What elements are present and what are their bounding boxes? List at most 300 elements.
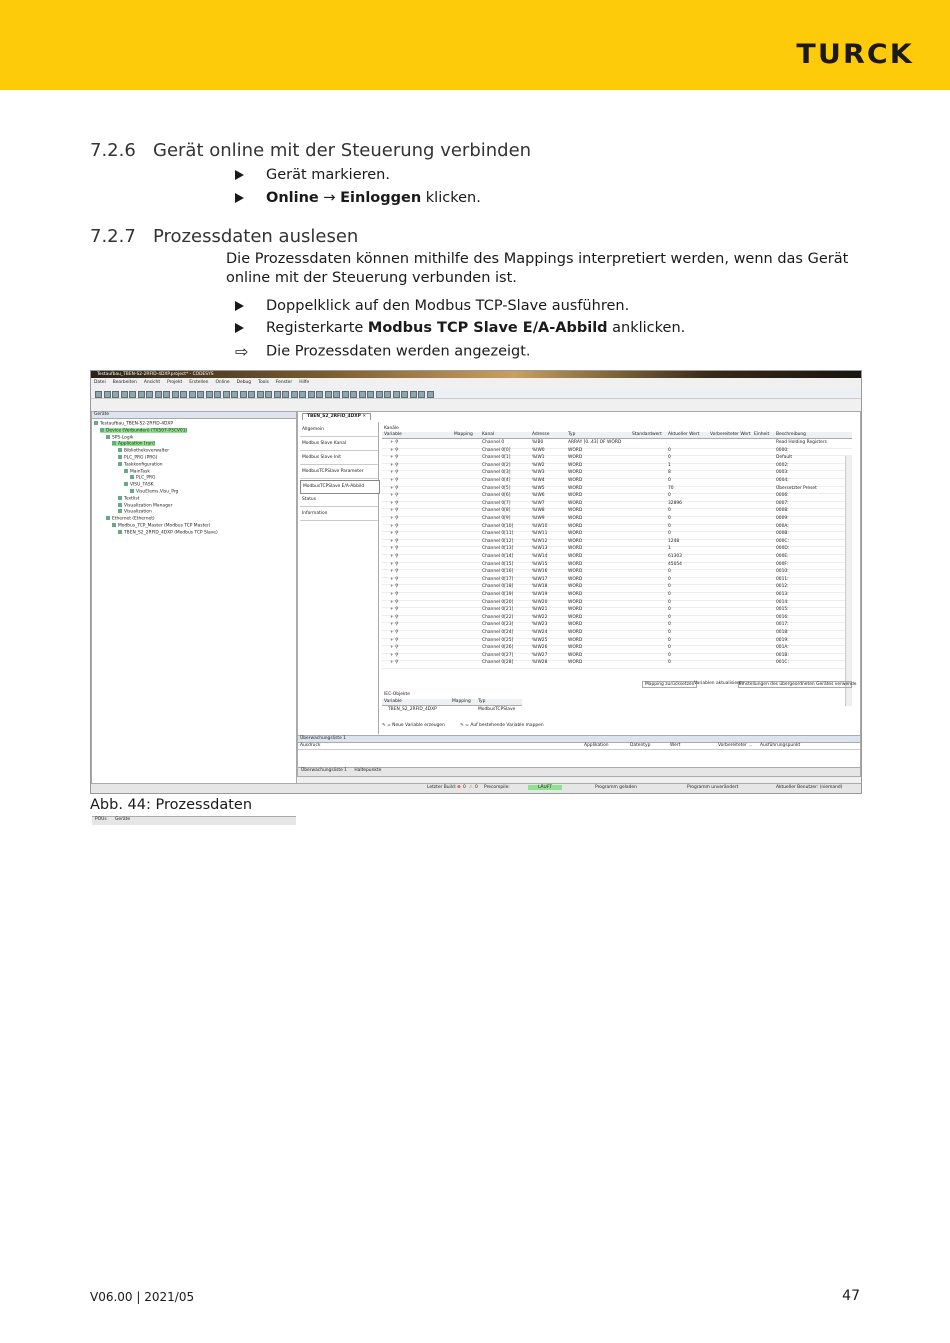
program-unchanged-status: Programm unverändert [687, 785, 739, 790]
devices-pane-header: Geräte [92, 412, 296, 419]
toolbar-button-icon[interactable] [291, 391, 298, 398]
grid-column-header[interactable]: Standardwert [632, 432, 662, 437]
cell-type: WORD [568, 500, 583, 506]
cell-type: WORD [568, 546, 583, 552]
cell-type: WORD [568, 554, 583, 559]
toolbar-button-icon[interactable] [350, 391, 357, 398]
cell-address: %IW4 [532, 478, 545, 483]
tree-node-icon [118, 462, 122, 466]
cell-channel: Channel 0[0] [482, 447, 511, 453]
watch-column-header[interactable]: Wert [670, 743, 681, 748]
mapping-controls [382, 680, 857, 688]
legend-new-label: = Neue Variable erzeugen [387, 723, 445, 728]
cell-type: WORD [568, 584, 583, 590]
cell-current-value: 45054 [668, 561, 682, 567]
tree-item[interactable] [130, 475, 155, 480]
tree-item[interactable] [118, 503, 172, 508]
toolbar-button-icon[interactable] [172, 391, 179, 398]
iec-row[interactable] [382, 707, 522, 713]
toolbar-button-icon[interactable] [316, 391, 323, 398]
cell-description: 0012: [776, 584, 789, 590]
toolbar-button-icon[interactable] [333, 391, 340, 398]
cell-type: WORD [568, 614, 583, 620]
cell-description: 000A: [776, 523, 789, 529]
update-vars-label: Variablen aktualisieren [694, 681, 745, 686]
cell-address: %IW24 [532, 630, 548, 635]
cell-channel: Channel 0[8] [482, 508, 511, 514]
tree-item[interactable] [118, 530, 218, 535]
cell-description: 000E: [776, 554, 789, 559]
tree-item[interactable] [112, 523, 211, 528]
tree-node-icon [112, 441, 116, 445]
cell-description: 0000: [776, 447, 789, 453]
cell-current-value: 0 [668, 569, 671, 575]
tree-node-icon [118, 448, 122, 452]
toolbar-button-icon[interactable] [342, 391, 349, 398]
cell-type: WORD [568, 455, 583, 461]
cell-current-value: 0 [668, 637, 671, 643]
cell-type: WORD [568, 607, 583, 613]
expand-variable-icon: + ⚲ [390, 652, 399, 658]
window-titlebar: Testaufbau_TBEN-S2-2RFID-4DXP.project* - CODESYS [91, 371, 861, 378]
tree-node-icon [100, 428, 104, 432]
grid-column-header[interactable]: Einheit [754, 432, 770, 437]
run-state-badge: LÄUFT [528, 785, 562, 790]
tab-breakpoints[interactable]: Haltepunkte [354, 768, 382, 773]
tab-devices[interactable]: Geräte [115, 817, 131, 822]
mapping-reset-button[interactable]: Mapping zurücksetzen [642, 681, 697, 688]
cell-address: %IW16 [532, 569, 548, 575]
tree-item[interactable] [100, 428, 187, 433]
grid-column-header[interactable]: Beschreibung [776, 432, 806, 437]
cell-current-value: 70 [668, 485, 674, 491]
cell-channel: Channel 0[24] [482, 630, 514, 635]
grid-column-header[interactable]: Vorbereiteter Wert [710, 432, 751, 437]
step-item: Online → Einloggen klicken. [235, 190, 481, 206]
cell-current-value: 0 [668, 592, 671, 597]
toolbar-button-icon[interactable] [393, 391, 400, 398]
expand-variable-icon: + ⚲ [390, 440, 399, 445]
tree-item-label: PLC_PRG (PRG) [124, 455, 158, 461]
cell-type: WORD [568, 645, 583, 651]
existing-variable-icon: ✎ [460, 723, 464, 728]
tree-item[interactable] [94, 421, 173, 426]
cell-type: WORD [568, 538, 583, 544]
grid-column-header[interactable]: Typ [568, 432, 576, 437]
cell-current-value: 0 [668, 645, 671, 651]
section-number: 7.2.6 [90, 140, 136, 161]
cell-type: WORD [568, 630, 583, 635]
tree-node-icon [106, 435, 110, 439]
expand-variable-icon: + ⚲ [390, 478, 399, 483]
cell-current-value: 0 [668, 599, 671, 605]
cell-description: 0013: [776, 592, 789, 597]
body-paragraph: Die Prozessdaten können mithilfe des Mappings interpretiert werden, wenn das Gerät online mit der Steuerung verbunden ist. [226, 251, 849, 286]
expand-variable-icon: + ⚲ [390, 508, 399, 514]
toolbar-button-icon[interactable] [231, 391, 238, 398]
cell-address: %IW9 [532, 516, 545, 521]
last-build-label: Letzter Build: [427, 785, 457, 790]
toolbar-button-icon[interactable] [308, 391, 315, 398]
expand-variable-icon: + ⚲ [390, 637, 399, 643]
left-pane-tabs [92, 816, 296, 825]
cell-channel: Channel 0[26] [482, 645, 514, 651]
tree-node-icon [130, 489, 134, 493]
cell-address: %IW11 [532, 531, 548, 537]
watch-columns [298, 743, 860, 750]
toolbar-button-icon[interactable] [180, 391, 187, 398]
cell-current-value: 0 [668, 455, 671, 461]
tree-item[interactable] [124, 469, 150, 474]
menu-item[interactable]: Projekt [167, 380, 183, 385]
cell-description: 0002: [776, 462, 789, 468]
cell-description: 0015: [776, 607, 789, 613]
turck-logo: TURCK [796, 39, 914, 70]
cell-type: WORD [568, 637, 583, 643]
grid-column-header[interactable]: Aktueller Wert [668, 432, 700, 437]
cell-channel: Channel 0[5] [482, 485, 511, 491]
cell-address: %IW10 [532, 523, 548, 529]
tree-item-label: Device (Verbunden) (TX507-P3CV01) [106, 428, 188, 434]
expand-variable-icon: + ⚲ [390, 493, 399, 499]
tree-item[interactable] [118, 455, 157, 460]
cell-address: %IW14 [532, 554, 548, 559]
watch-column-header[interactable]: Applikation [584, 743, 609, 748]
cell-type: WORD [568, 447, 583, 453]
watch-column-header[interactable]: Ausführungspunkt [760, 743, 801, 748]
side-tab[interactable]: Information [300, 508, 378, 521]
cell-channel: Channel 0[6] [482, 493, 511, 499]
menu-item[interactable]: Datei [94, 380, 106, 385]
cell-channel: Channel 0[1] [482, 455, 511, 461]
cell-description: 0006: [776, 493, 789, 499]
tree-item-label: Textlist [124, 496, 140, 502]
cell-type: WORD [568, 508, 583, 514]
program-loaded-status: Programm geladen [595, 785, 637, 790]
expand-variable-icon: + ⚲ [390, 500, 399, 506]
cell-description: 000D: [776, 546, 790, 552]
expand-variable-icon: + ⚲ [390, 576, 399, 582]
tree-node-icon [94, 421, 98, 425]
cell-channel: Channel 0[22] [482, 614, 514, 620]
expand-variable-icon: + ⚲ [390, 569, 399, 575]
warning-icon: ⚠ [469, 785, 473, 790]
cell-address: %IW18 [532, 584, 548, 590]
tree-item[interactable] [118, 509, 152, 514]
iec-col-header: Mapping [452, 699, 471, 704]
editor-tab[interactable]: TBEN_S2_2RFID_4DXP ✕ [302, 413, 371, 420]
cell-current-value: 0 [668, 630, 671, 635]
cell-channel: Channel 0[14] [482, 554, 514, 559]
watch-column-header[interactable]: Vorbereiteter ... [718, 743, 753, 748]
cell-type: WORD [568, 516, 583, 521]
tree-item[interactable] [112, 441, 155, 446]
cell-current-value: 0 [668, 607, 671, 613]
cell-description: 0011: [776, 576, 789, 582]
cell-address: %IW27 [532, 652, 548, 658]
cell-channel: Channel 0[15] [482, 561, 514, 567]
tree-item-label: Taskkonfiguration [124, 462, 163, 468]
toolbar-button-icon[interactable] [265, 391, 272, 398]
menu-item[interactable]: Erstellen [189, 380, 209, 385]
toolbar-button-icon[interactable] [223, 391, 230, 398]
tree-item-label: Ethernet (Ethernet) [112, 516, 155, 522]
tree-item-label: MainTask [130, 469, 150, 475]
toolbar-button-icon[interactable] [129, 391, 136, 398]
expand-variable-icon: + ⚲ [390, 584, 399, 590]
iec-col-header: Variable [384, 699, 402, 704]
toolbar-button-icon[interactable] [410, 391, 417, 398]
toolbar-button-icon[interactable] [155, 391, 162, 398]
cell-channel: Channel 0[28] [482, 660, 514, 666]
tree-item[interactable] [118, 448, 169, 453]
cell-type: WORD [568, 531, 583, 537]
tree-node-icon [124, 469, 128, 473]
cell-type: WORD [568, 478, 583, 483]
toolbar-button-icon[interactable] [146, 391, 153, 398]
cell-address: %IW1 [532, 455, 545, 461]
tree-node-icon [106, 516, 110, 520]
cell-description: Read Holding Registers [776, 440, 827, 445]
channels-grid [382, 426, 852, 676]
cell-channel: Channel 0[3] [482, 470, 511, 476]
cell-current-value: 0 [668, 447, 671, 453]
step-item: Doppelklick auf den Modbus TCP-Slave ausführen. [235, 298, 629, 314]
toolbar-button-icon[interactable] [163, 391, 170, 398]
cell-address: %IW15 [532, 561, 548, 567]
tree-item-label: Visualization Manager [124, 503, 173, 509]
watch-panel-header: Überwachungsliste 1 [298, 736, 860, 743]
tree-item-label: VISU_TASK [130, 482, 154, 488]
cell-type: WORD [568, 652, 583, 658]
cell-channel: Channel 0[2] [482, 462, 511, 468]
cell-address: %IW5 [532, 485, 545, 491]
error-count: 0 [463, 785, 466, 790]
section-title: Prozessdaten auslesen [153, 226, 359, 247]
cell-type: WORD [568, 561, 583, 567]
side-tab[interactable]: Modbus Slave Kanal [300, 438, 378, 451]
expand-variable-icon: + ⚲ [390, 470, 399, 476]
cell-channel: Channel 0[27] [482, 652, 514, 658]
iec-col-header: Typ [478, 699, 486, 704]
cell-current-value: 0 [668, 493, 671, 499]
watch-column-header[interactable]: Datentyp [630, 743, 651, 748]
menu-item[interactable]: Online [215, 380, 230, 385]
current-user-status: Aktueller Benutzer: (niemand) [776, 785, 843, 790]
cell-channel: Channel 0[13] [482, 546, 514, 552]
cell-type: WORD [568, 576, 583, 582]
toolbar-button-icon[interactable] [325, 391, 332, 398]
cell-description: 001C: [776, 660, 789, 666]
cell-address: %IW28 [532, 660, 548, 666]
cell-description: 0010: [776, 569, 789, 575]
toolbar-button-icon[interactable] [274, 391, 281, 398]
tree-item[interactable] [118, 462, 163, 467]
menu-item[interactable]: Ansicht [143, 380, 161, 385]
expand-variable-icon: + ⚲ [390, 622, 399, 628]
toolbar-button-icon[interactable] [95, 391, 102, 398]
cell-current-value: 1 [668, 462, 671, 468]
tree-item-label: Modbus_TCP_Master (Modbus TCP Master) [118, 523, 211, 529]
grid-column-header[interactable]: Mapping [454, 432, 473, 437]
cell-channel: Channel 0[16] [482, 569, 514, 575]
cell-description: 0003: [776, 470, 789, 476]
tree-item[interactable] [118, 496, 139, 501]
tree-item[interactable] [106, 435, 133, 440]
cell-current-value: 61303 [668, 554, 682, 559]
cell-description: 0008: [776, 508, 789, 514]
toolbar-button-icon[interactable] [197, 391, 204, 398]
cell-type: WORD [568, 622, 583, 628]
toolbar-button-icon[interactable] [121, 391, 128, 398]
toolbar-button-icon[interactable] [376, 391, 383, 398]
toolbar [91, 389, 861, 399]
grid-column-header[interactable]: Kanal [482, 432, 495, 437]
cell-channel: Channel 0[12] [482, 538, 514, 544]
grid-column-header[interactable]: Adresse [532, 432, 550, 437]
cell-description: 0009: [776, 516, 789, 521]
cell-current-value: 0 [668, 584, 671, 590]
mapping-legend [382, 723, 544, 728]
toolbar-button-icon[interactable] [189, 391, 196, 398]
cell-description: 000F: [776, 561, 789, 567]
cell-description: 0007: [776, 500, 789, 506]
toolbar-button-icon[interactable] [359, 391, 366, 398]
toolbar-button-icon[interactable] [384, 391, 391, 398]
cell-current-value: 1 [668, 546, 671, 552]
toolbar-button-icon[interactable] [427, 391, 434, 398]
side-tab[interactable]: ModbusTCPSlave E/A-Abbild [300, 480, 380, 494]
tree-item-label: Application [run] [118, 441, 155, 447]
update-vars-select[interactable]: Einstellungen des übergeordneten Gerätes verwende [739, 682, 857, 687]
menu-path-arrow-icon: → [323, 190, 336, 206]
tree-node-icon [118, 530, 122, 534]
page-header-band [0, 0, 950, 90]
device-editor [297, 411, 861, 736]
expand-variable-icon: + ⚲ [390, 660, 399, 666]
cell-type: WORD [568, 592, 583, 597]
expand-variable-icon: + ⚲ [390, 630, 399, 635]
expand-variable-icon: + ⚲ [390, 462, 399, 468]
menu-item[interactable]: Debug [236, 380, 252, 385]
iec-row-variable: TBEN_S2_2RFID_4DXP [388, 707, 437, 712]
iec-objects [382, 692, 852, 720]
cell-type: ARRAY [0..43] OF WORD [568, 440, 622, 445]
toolbar-button-icon[interactable] [282, 391, 289, 398]
expand-variable-icon: + ⚲ [390, 561, 399, 567]
expand-variable-icon: + ⚲ [390, 607, 399, 613]
side-tab[interactable]: Status [300, 494, 378, 507]
expand-variable-icon: + ⚲ [390, 592, 399, 597]
toolbar-button-icon[interactable] [138, 391, 145, 398]
cell-channel: Channel 0 [482, 440, 505, 445]
tab-pous[interactable]: POUs [95, 817, 107, 822]
toolbar-button-icon[interactable] [214, 391, 221, 398]
cell-address: %IW23 [532, 622, 548, 628]
tree-item[interactable] [130, 489, 178, 494]
toolbar-button-icon[interactable] [206, 391, 213, 398]
cell-description: Übersetzter Preset [776, 485, 817, 491]
cell-current-value: 0 [668, 576, 671, 582]
cell-channel: Channel 0[21] [482, 607, 514, 613]
toolbar-button-icon[interactable] [367, 391, 374, 398]
toolbar-button-icon[interactable] [104, 391, 111, 398]
toolbar-button-icon[interactable] [248, 391, 255, 398]
table-row[interactable] [382, 660, 852, 669]
cell-channel: Channel 0[11] [482, 531, 514, 537]
toolbar-button-icon[interactable] [418, 391, 425, 398]
cell-address: %IW20 [532, 599, 548, 605]
cell-channel: Channel 0[7] [482, 500, 511, 506]
menu-item[interactable]: Fenster [275, 380, 293, 385]
cell-channel: Channel 0[10] [482, 523, 514, 529]
cell-channel: Channel 0[20] [482, 599, 514, 605]
side-tab[interactable]: Modbus Slave Init [300, 452, 378, 465]
tree-item-label: TBEN_S2_2RFID_4DXP (Modbus TCP Slave) [124, 530, 218, 536]
tree-item-label: PLC_PRG [136, 475, 156, 481]
toolbar-button-icon[interactable] [299, 391, 306, 398]
cell-address: %IW6 [532, 493, 545, 499]
cell-address: %IW25 [532, 637, 548, 643]
expand-variable-icon: + ⚲ [390, 614, 399, 620]
bottom-tabs [298, 767, 860, 776]
expand-variable-icon: + ⚲ [390, 554, 399, 559]
menu-item[interactable]: Hilfe [299, 380, 310, 385]
menu-item[interactable]: Tools [258, 380, 269, 385]
cell-channel: Channel 0[19] [482, 592, 514, 597]
grid-scrollbar[interactable] [845, 456, 852, 706]
tree-item-label: VisuElems.Visu_Prg [136, 489, 179, 495]
cell-address: %IW3 [532, 470, 545, 476]
cell-current-value: 0 [668, 478, 671, 483]
menu-item[interactable]: Bearbeiten [112, 380, 137, 385]
cell-description: Default [776, 455, 793, 461]
page-number: 47 [842, 1288, 860, 1304]
cell-description: 0017: [776, 622, 789, 628]
error-icon: ⊗ [457, 785, 461, 790]
side-tab[interactable]: ModbusTCPSlave Parameter [300, 466, 378, 479]
result-arrow-icon: ⇨ [235, 342, 249, 361]
tree-node-icon [118, 503, 122, 507]
toolbar-button-icon[interactable] [240, 391, 247, 398]
tree-node-icon [124, 482, 128, 486]
watch-panel [297, 735, 861, 777]
grid-column-header[interactable]: Variable [384, 432, 402, 437]
expand-variable-icon: + ⚲ [390, 485, 399, 491]
tree-item[interactable] [106, 516, 155, 521]
cell-address: %IW19 [532, 592, 548, 597]
tab-watchlist[interactable]: Überwachungsliste 1 [301, 768, 347, 773]
step-arrow-icon [235, 193, 244, 203]
result-item: ⇨ Die Prozessdaten werden angezeigt. [235, 342, 531, 361]
cell-address: %IW7 [532, 500, 545, 506]
cell-address: %IW13 [532, 546, 548, 552]
watch-column-header[interactable]: Ausdruck [300, 743, 321, 748]
toolbar-button-icon[interactable] [257, 391, 264, 398]
cell-current-value: 0 [668, 508, 671, 514]
expand-variable-icon: + ⚲ [390, 531, 399, 537]
iec-header [382, 699, 522, 706]
cell-channel: Channel 0[23] [482, 622, 514, 628]
toolbar-button-icon[interactable] [401, 391, 408, 398]
tree-item[interactable] [124, 482, 154, 487]
toolbar-button-icon[interactable] [112, 391, 119, 398]
tree-node-icon [130, 475, 134, 479]
iec-section-label: IEC-Objekte [384, 692, 410, 697]
side-tab[interactable]: Allgemein [300, 424, 378, 437]
cell-channel: Channel 0[9] [482, 516, 511, 521]
cell-description: 000C: [776, 538, 789, 544]
